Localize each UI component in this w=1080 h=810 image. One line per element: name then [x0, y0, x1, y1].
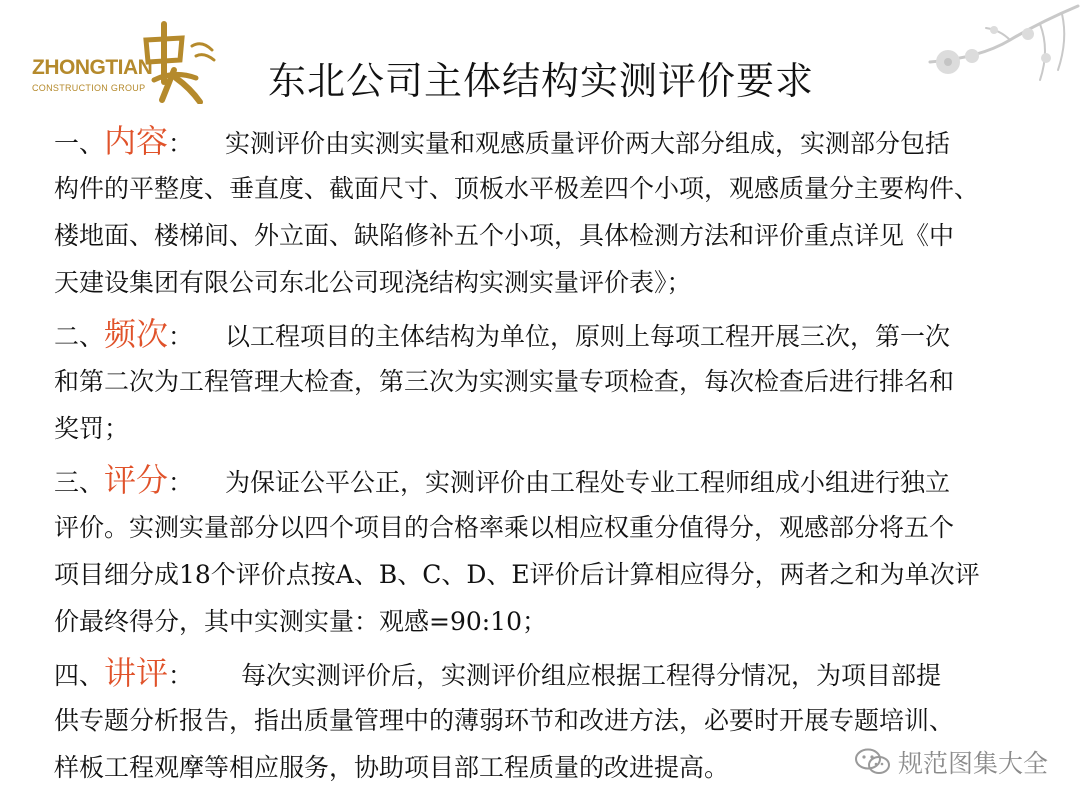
section-text-line: 项目细分成18个评价点按A、B、C、D、E评价后计算相应得分，两者之和为单次评: [54, 560, 980, 589]
logo-subtitle: CONSTRUCTION GROUP: [32, 83, 146, 93]
section-text-line: 每次实测评价后，实测评价组应根据工程得分情况，为项目部提: [241, 661, 942, 690]
section-number: 三、: [54, 468, 105, 497]
section-keyword: 讲评: [104, 654, 169, 692]
section-text-line: 楼地面、楼梯间、外立面、缺陷修补五个小项，具体检测方法和评价重点详见《中: [54, 221, 955, 250]
section-text-line: 供专题分析报告，指出质量管理中的薄弱环节和改进方法，必要时开展专题培训、: [54, 706, 955, 735]
section-frequency: [54, 311, 1044, 452]
section-keyword: 频次: [104, 315, 169, 353]
section-keyword: 评分: [104, 461, 169, 499]
section-content: [54, 118, 1044, 306]
requirements-body: [54, 118, 1044, 791]
section-text-line: 以工程项目的主体结构为单位，原则上每项工程开展三次，第一次: [225, 322, 951, 351]
section-colon: ：: [168, 468, 194, 497]
company-logo: [30, 20, 220, 106]
logo-wordmark: ZHONGTIAN: [32, 56, 153, 79]
plum-blossom-decoration: [890, 0, 1080, 100]
section-number: 四、: [54, 661, 105, 690]
section-text-line: 为保证公平公正，实测评价由工程处专业工程师组成小组进行独立: [225, 468, 951, 497]
section-text-line: 奖罚；: [54, 414, 130, 443]
logo-calligraphy-mark: [134, 20, 220, 104]
page-title: 东北公司主体结构实测评价要求: [268, 59, 815, 103]
section-number: 二、: [54, 322, 105, 351]
section-heading-line: [54, 457, 1044, 504]
section-heading-line: [54, 118, 1044, 165]
section-text-line: 价最终得分，其中实测实量：观感=90:10；: [54, 607, 547, 636]
watermark-text: 规范图集大全: [897, 749, 1048, 778]
section-text-line: 评价。实测实量部分以四个项目的合格率乘以相应权重分值得分，观感部分将五个: [54, 513, 955, 542]
section-scoring: [54, 457, 1044, 645]
section-text-line: 构件的平整度、垂直度、截面尺寸、顶板水平极差四个小项，观感质量分主要构件、: [54, 174, 980, 203]
section-text-line: 和第二次为工程管理大检查，第三次为实测实量专项检查，每次检查后进行排名和: [54, 367, 955, 396]
source-watermark: [854, 744, 1048, 780]
section-colon: ：: [168, 129, 194, 158]
section-colon: ：: [168, 322, 194, 351]
section-text-line: 实测评价由实测实量和观感质量评价两大部分组成，实测部分包括: [225, 129, 951, 158]
section-keyword: 内容: [104, 122, 169, 160]
wechat-icon: [854, 747, 892, 777]
section-text-line: 天建设集团有限公司东北公司现浇结构实测实量评价表》；: [54, 268, 692, 297]
section-heading-line: [54, 311, 1044, 358]
section-text-line: 样板工程观摩等相应服务，协助项目部工程质量的改进提高。: [54, 753, 730, 782]
section-heading-line: [54, 650, 1044, 697]
section-number: 一、: [54, 129, 105, 158]
section-colon: ：: [168, 661, 194, 690]
